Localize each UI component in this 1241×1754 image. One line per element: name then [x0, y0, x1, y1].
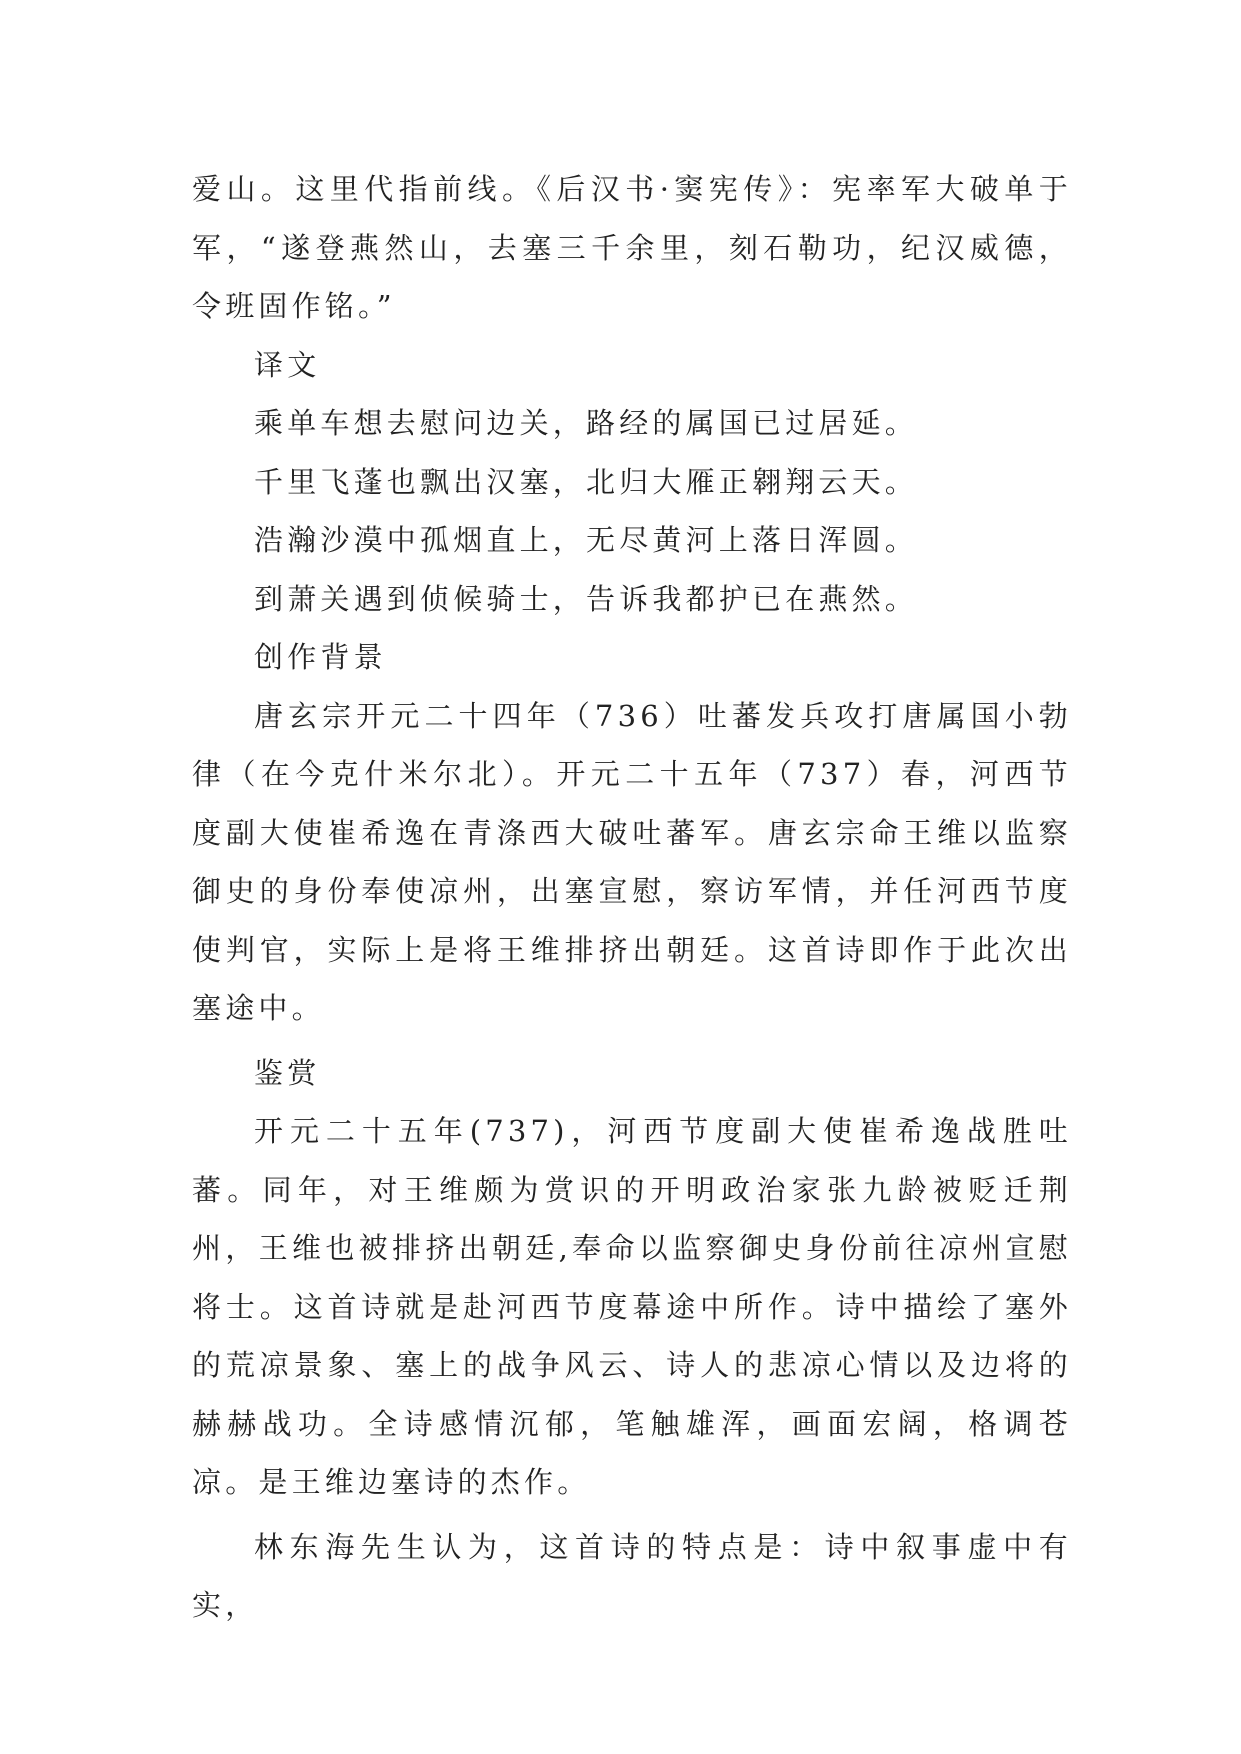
paragraph-quote-continuation: 爱山。这里代指前线。《后汉书·窦宪传》：宪率军大破单于军，“遂登燕然山，去塞三千余里，刻石勒功，纪汉威德，令班固作铭。”: [192, 172, 1072, 323]
heading-appreciation: 鉴赏: [254, 1055, 321, 1090]
heading-background: 创作背景: [254, 640, 387, 674]
paragraph-background: 唐玄宗开元二十四年（736）吐蕃发兵攻打唐属国小勃律（在今克什米尔北）。开元二十五年（737）春，河西节度副大使崔希逸在青涤西大破吐蕃军。唐玄宗命王维以监察御史的身份奉使凉州，出塞宣慰，察访军情，并任河西节度使判官，实际上是将王维排挤出朝廷。这首诗即作于此次出塞途中。: [192, 698, 1072, 1025]
translation-line-2: 千里飞蓬也飘出汉塞，北归大雁正翱翔云天。: [254, 464, 919, 499]
translation-line-3: 浩瀚沙漠中孤烟直上，无尽黄河上落日浑圆。: [254, 523, 919, 557]
translation-line-4: 到萧关遇到侦候骑士，告诉我都护已在燕然。: [254, 581, 919, 616]
paragraph-appreciation: 开元二十五年(737)，河西节度副大使崔希逸战胜吐蕃。同年，对王维颇为赏识的开明政治家张九龄被贬迁荆州，王维也被排挤出朝廷,奉命以监察御史身份前往凉州宣慰将士。这首诗就是赴河西节度幕途中所作。诗中描绘了塞外的荒凉景象、塞上的战争风云、诗人的悲凉心情以及边将的赫赫战功。全诗感情沉郁，笔触雄浑，画面宏阔，格调苍凉。是王维边塞诗的杰作。: [192, 1114, 1072, 1499]
heading-translation: 译文: [254, 347, 321, 382]
document-body: [192, 160, 1072, 1635]
translation-line-1: 乘单车想去慰问边关，路经的属国已过居延。: [254, 406, 919, 440]
paragraph-commentary: 林东海先生认为，这首诗的特点是：诗中叙事虚中有实，: [192, 1529, 1072, 1622]
